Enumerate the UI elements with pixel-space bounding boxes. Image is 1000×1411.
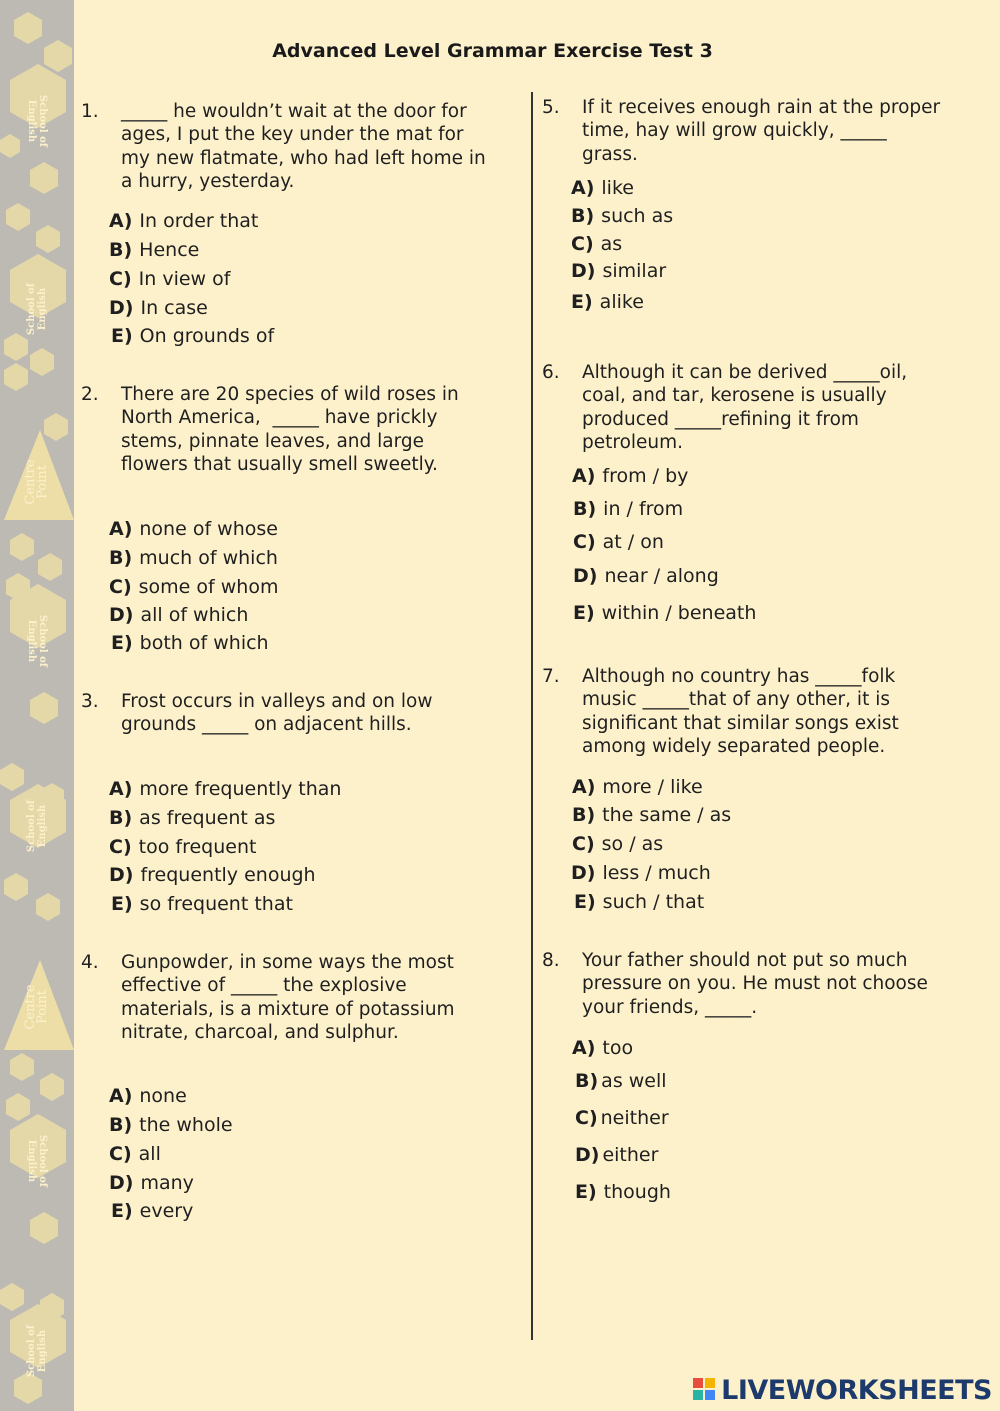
question-number: 3. <box>81 691 99 712</box>
column-divider <box>531 92 533 1340</box>
option-4b[interactable]: B) the whole <box>109 1114 233 1136</box>
option-7e[interactable]: E) such / that <box>574 891 705 913</box>
centre-point-logo: Centre Point <box>23 984 50 1030</box>
option-8d[interactable]: D) either <box>575 1144 659 1166</box>
option-3e[interactable]: E) so frequent that <box>111 893 293 915</box>
option-1e[interactable]: E) On grounds of <box>111 325 275 347</box>
school-of-english-label: School of English <box>26 94 48 148</box>
option-4a[interactable]: A) none <box>109 1085 187 1107</box>
option-8c[interactable]: C) neither <box>575 1107 669 1129</box>
question-stem: Although it can be derived _____oil, coal, and tar, kerosene is usually produced _____refining it from petroleum. <box>582 362 908 453</box>
option-6d[interactable]: D) near / along <box>573 565 719 587</box>
school-of-english-label: School of English <box>26 799 48 853</box>
option-6b[interactable]: B) in / from <box>573 498 684 520</box>
option-7d[interactable]: D) less / much <box>571 862 711 884</box>
option-1a[interactable]: A) In order that <box>109 210 259 232</box>
page-title: Advanced Level Grammar Exercise Test 3 <box>272 40 713 62</box>
option-5b[interactable]: B) such as <box>571 205 674 227</box>
question-number: 5. <box>542 97 560 118</box>
question-stem: Gunpowder, in some ways the most effective of _____ the explosive materials, is a mixture of potassium nitrate, charcoal, and sulphur. <box>121 952 455 1043</box>
option-2b[interactable]: B) much of which <box>109 547 278 569</box>
honeycomb-pattern <box>0 0 74 1411</box>
decorative-sidebar <box>0 0 74 1411</box>
question-number: 4. <box>81 952 99 973</box>
question-stem: There are 20 species of wild roses in North America, _____ have prickly stems, pinnate leaves, and large flowers that usually smell sweetly. <box>121 384 459 475</box>
option-8e[interactable]: E) though <box>575 1181 671 1203</box>
brand-name: LIVEWORKSHEETS <box>721 1374 992 1406</box>
option-3b[interactable]: B) as frequent as <box>109 807 276 829</box>
option-5e[interactable]: E) alike <box>571 291 644 313</box>
centre-point-logo: Centre Point <box>23 459 50 505</box>
option-7c[interactable]: C) so / as <box>572 833 664 855</box>
school-of-english-label: School of English <box>26 1324 48 1378</box>
option-4e[interactable]: E) every <box>111 1200 194 1222</box>
question-number: 7. <box>542 666 560 687</box>
option-5a[interactable]: A) like <box>571 177 634 199</box>
question-stem: Your father should not put so much pressure on you. He must not choose your friends, _____. <box>582 950 928 1018</box>
option-2d[interactable]: D) all of which <box>109 604 249 626</box>
question-stem: Although no country has _____folk music _____that of any other, it is significant that similar songs exist among widely separated people. <box>582 666 899 757</box>
option-4d[interactable]: D) many <box>109 1172 194 1194</box>
option-6a[interactable]: A) from / by <box>572 465 689 487</box>
option-2c[interactable]: C) some of whom <box>109 576 279 598</box>
school-of-english-label: School of English <box>26 282 48 336</box>
school-of-english-label: School of English <box>26 1134 48 1188</box>
option-3d[interactable]: D) frequently enough <box>109 864 316 886</box>
option-7a[interactable]: A) more / like <box>572 776 703 798</box>
question-number: 1. <box>81 101 99 122</box>
question-stem: Frost occurs in valleys and on low grounds _____ on adjacent hills. <box>121 691 433 736</box>
option-8b[interactable]: B) as well <box>575 1070 667 1092</box>
question-number: 8. <box>542 950 560 971</box>
option-7b[interactable]: B) the same / as <box>572 804 732 826</box>
option-1d[interactable]: D) In case <box>109 297 208 319</box>
option-1b[interactable]: B) Hence <box>109 239 200 261</box>
option-4c[interactable]: C) all <box>109 1143 161 1165</box>
question-stem: If it receives enough rain at the proper time, hay will grow quickly, _____ grass. <box>582 97 941 165</box>
option-2e[interactable]: E) both of which <box>111 632 269 654</box>
option-2a[interactable]: A) none of whose <box>109 518 278 540</box>
liveworksheets-logo-icon <box>693 1378 717 1402</box>
liveworksheets-brand <box>693 1375 992 1405</box>
option-5d[interactable]: D) similar <box>571 260 667 282</box>
question-number: 6. <box>542 362 560 383</box>
option-3c[interactable]: C) too frequent <box>109 836 257 858</box>
option-1c[interactable]: C) In view of <box>109 268 231 290</box>
option-6c[interactable]: C) at / on <box>573 531 664 553</box>
question-number: 2. <box>81 384 99 405</box>
option-3a[interactable]: A) more frequently than <box>109 778 342 800</box>
option-6e[interactable]: E) within / beneath <box>573 602 757 624</box>
option-8a[interactable]: A) too <box>572 1037 634 1059</box>
school-of-english-label: School of English <box>26 614 48 668</box>
question-stem: _____ he wouldn’t wait at the door for ages, I put the key under the mat for my new flatmate, who had left home in a hurry, yesterday. <box>121 101 486 192</box>
option-5c[interactable]: C) as <box>571 233 623 255</box>
